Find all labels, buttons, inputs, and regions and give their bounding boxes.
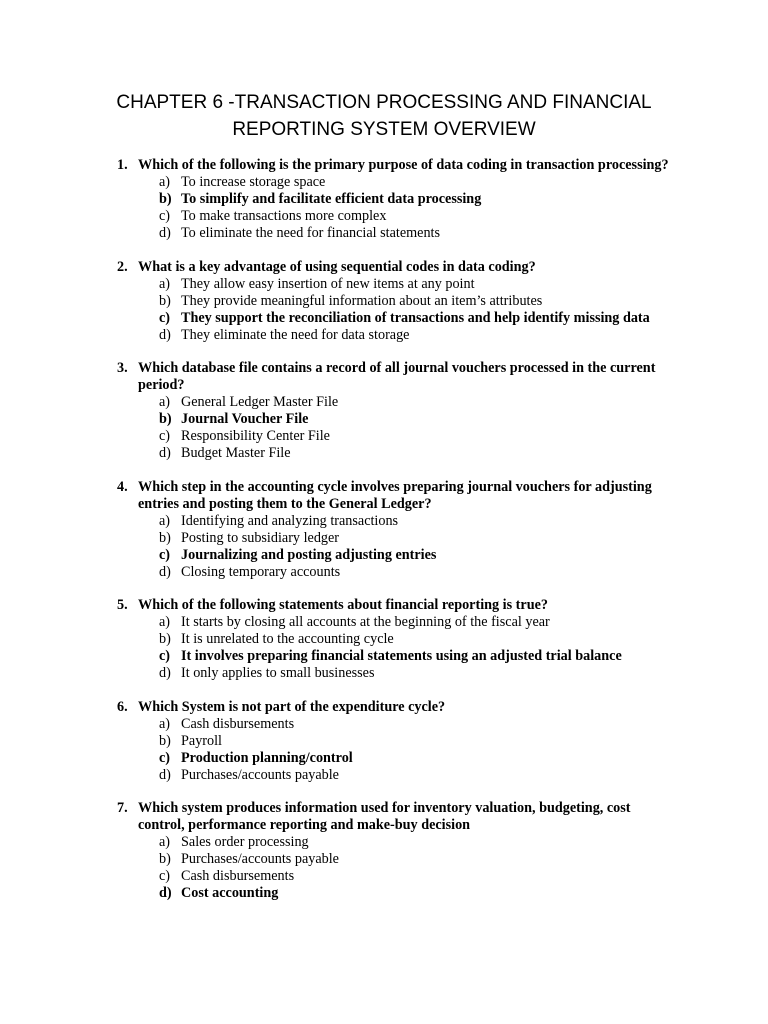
option-letter: a) — [159, 512, 171, 529]
question-text: Which of the following is the primary purpose of data coding in transaction processing? — [138, 157, 669, 173]
option-text: They support the reconciliation of transactions and help identify missing data — [181, 309, 650, 326]
option-letter: b) — [159, 732, 171, 749]
answer-option — [138, 276, 677, 293]
question-text: Which step in the accounting cycle involves preparing journal vouchers for adjusting entries and posting them to the General Ledger? — [138, 478, 652, 512]
answer-option-correct — [138, 750, 677, 767]
option-letter: c) — [159, 428, 171, 444]
option-text: Journal Voucher File — [181, 411, 309, 427]
option-letter: d) — [159, 563, 171, 580]
answer-option-correct — [138, 648, 677, 665]
option-letter: b) — [159, 529, 171, 546]
answer-options — [138, 513, 677, 581]
option-text: Cash disbursements — [181, 868, 295, 884]
option-text: Cash disbursements — [181, 715, 295, 732]
answer-option-correct — [138, 547, 677, 564]
option-text: Sales order processing — [181, 834, 309, 850]
question-text: Which System is not part of the expenditure cycle? — [138, 698, 446, 715]
page-title — [0, 89, 768, 143]
answer-option-correct — [138, 411, 677, 428]
answer-option-correct — [138, 310, 677, 327]
answer-option — [138, 851, 677, 868]
title-line-1: CHAPTER 6 -TRANSACTION PROCESSING AND FINANCIAL — [116, 92, 652, 113]
title-line-2: REPORTING SYSTEM OVERVIEW — [232, 119, 536, 140]
question-item — [117, 360, 677, 462]
question-number: 1. — [117, 157, 128, 173]
option-text: Purchases/accounts payable — [181, 851, 339, 867]
answer-option — [138, 513, 677, 530]
option-text: To make transactions more complex — [181, 208, 387, 224]
option-letter: c) — [159, 868, 171, 884]
answer-option — [138, 445, 677, 462]
answer-option — [138, 394, 677, 411]
option-text: It involves preparing financial statements using an adjusted trial balance — [181, 648, 622, 664]
option-letter: a) — [159, 394, 171, 410]
option-text: To simplify and facilitate efficient data processing — [181, 191, 482, 207]
answer-option — [138, 174, 677, 191]
answer-option — [138, 733, 677, 750]
option-text: It only applies to small businesses — [181, 665, 375, 681]
answer-options — [138, 276, 677, 344]
option-letter: a) — [159, 834, 171, 850]
answer-options — [138, 716, 677, 784]
answer-option — [138, 225, 677, 242]
answer-option — [138, 834, 677, 851]
option-letter: c) — [159, 648, 171, 664]
question-text: Which of the following statements about financial reporting is true? — [138, 597, 548, 613]
option-letter: b) — [159, 851, 171, 867]
option-text: They allow easy insertion of new items at any point — [181, 275, 475, 292]
option-letter: d) — [159, 326, 171, 343]
option-text: They provide meaningful information about an item’s attributes — [181, 292, 543, 309]
option-text: Payroll — [181, 732, 222, 749]
option-text: It starts by closing all accounts at the beginning of the fiscal year — [181, 614, 550, 630]
answer-option — [138, 665, 677, 682]
option-letter: b) — [159, 292, 171, 309]
question-number: 6. — [117, 698, 128, 715]
option-text: Identifying and analyzing transactions — [181, 512, 399, 529]
answer-option — [138, 293, 677, 310]
question-number: 3. — [117, 360, 128, 376]
option-letter: c) — [159, 309, 171, 326]
option-letter: a) — [159, 174, 171, 190]
answer-option — [138, 868, 677, 885]
option-letter: b) — [159, 191, 172, 207]
answer-option — [138, 614, 677, 631]
question-number: 5. — [117, 597, 128, 613]
option-text: Purchases/accounts payable — [181, 766, 339, 783]
question-number: 7. — [117, 800, 128, 816]
answer-option — [138, 530, 677, 547]
question-item — [117, 800, 677, 902]
answer-option — [138, 428, 677, 445]
answer-options — [138, 834, 677, 902]
answer-option-correct — [138, 885, 677, 902]
option-letter: b) — [159, 631, 171, 647]
question-text: Which database file contains a record of all journal vouchers processed in the current period? — [138, 360, 656, 393]
option-letter: c) — [159, 546, 171, 563]
option-text: To increase storage space — [181, 174, 326, 190]
answer-options — [138, 614, 677, 682]
option-text: It is unrelated to the accounting cycle — [181, 631, 394, 647]
answer-option — [138, 564, 677, 581]
option-letter: a) — [159, 715, 171, 732]
option-letter: d) — [159, 885, 172, 901]
option-text: General Ledger Master File — [181, 394, 339, 410]
option-text: Production planning/control — [181, 749, 353, 766]
answer-options — [138, 174, 677, 242]
option-letter: b) — [159, 411, 172, 427]
answer-option — [138, 208, 677, 225]
answer-option-correct — [138, 191, 677, 208]
answer-option — [138, 716, 677, 733]
question-item — [117, 597, 677, 682]
question-text: Which system produces information used for inventory valuation, budgeting, cost control, performance reporting and make-buy decision — [138, 800, 631, 833]
option-letter: d) — [159, 665, 171, 681]
answer-option — [138, 631, 677, 648]
question-item — [117, 259, 677, 344]
question-number: 4. — [117, 478, 128, 495]
option-text: They eliminate the need for data storage — [181, 326, 410, 343]
option-text: Responsibility Center File — [181, 428, 330, 444]
answer-option — [138, 327, 677, 344]
option-text: Cost accounting — [181, 885, 279, 901]
option-letter: a) — [159, 614, 171, 630]
question-number: 2. — [117, 258, 128, 275]
question-item — [117, 479, 677, 581]
option-letter: d) — [159, 445, 171, 461]
answer-options — [138, 394, 677, 462]
question-list — [117, 157, 677, 919]
option-text: Budget Master File — [181, 445, 291, 461]
question-item — [117, 699, 677, 784]
option-text: To eliminate the need for financial statements — [181, 225, 441, 241]
option-text: Journalizing and posting adjusting entries — [181, 546, 437, 563]
option-letter: c) — [159, 208, 171, 224]
question-item — [117, 157, 677, 242]
option-text: Posting to subsidiary ledger — [181, 529, 340, 546]
option-letter: d) — [159, 225, 171, 241]
option-letter: a) — [159, 275, 171, 292]
option-text: Closing temporary accounts — [181, 563, 341, 580]
question-text: What is a key advantage of using sequential codes in data coding? — [138, 258, 536, 275]
option-letter: c) — [159, 749, 171, 766]
answer-option — [138, 767, 677, 784]
option-letter: d) — [159, 766, 171, 783]
